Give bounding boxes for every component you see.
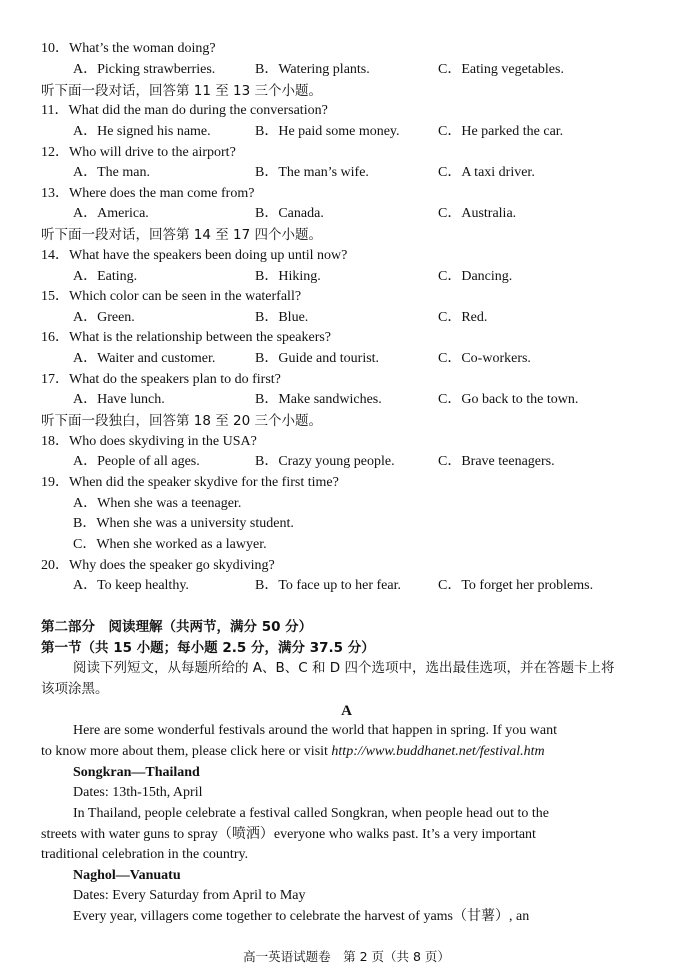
option-b: B．When she was a university student. [73,516,294,531]
option-a: A．People of all ages. [73,454,200,469]
option-a: A．America. [73,206,149,221]
festival1-text-line1: In Thailand, people celebrate a festival called Songkran, when people head out to the [73,806,549,821]
question-12: 12．Who will drive to the airport? [41,145,236,160]
festival1-text-line3: traditional celebration in the country. [41,847,249,862]
festival2-text-line1: Every year, villagers come together to celebrate the harvest of yams（甘薯）, an [73,909,530,924]
option-b: B．To face up to her fear. [255,578,401,593]
option-c: C．When she worked as a lawyer. [73,537,267,552]
option-b: B．Blue. [255,310,309,325]
question-19: 19．When did the speaker skydive for the first time? [41,475,339,490]
option-c: C．Red. [438,310,488,325]
question-15: 15．Which color can be seen in the waterfall? [41,289,302,304]
option-b: B．Watering plants. [255,62,370,77]
option-b: B．The man’s wife. [255,165,369,180]
festival-url-link[interactable]: http://www.buddhanet.net/festival.htm [331,744,545,759]
festival1-dates: Dates: 13th-15th, April [73,785,203,800]
option-a: A．The man. [73,165,150,180]
option-c: C．Australia. [438,206,517,221]
instruction-11-13: 听下面一段对话，回答第 11 至 13 三个小题。 [41,83,323,99]
passage-intro-line1: Here are some wonderful festivals around the world that happen in spring. If you want [73,723,558,738]
question-20: 20．Why does the speaker go skydiving? [41,558,275,573]
festival1-title: Songkran—Thailand [73,765,200,780]
question-18: 18．Who does skydiving in the USA? [41,434,257,449]
option-c: C．A taxi driver. [438,165,535,180]
option-c: C．Dancing. [438,269,513,284]
option-c: C．To forget her problems. [438,578,594,593]
option-a: A．Green. [73,310,135,325]
festival2-dates: Dates: Every Saturday from April to May [73,888,306,903]
option-b: B．Hiking. [255,269,321,284]
passage-letter: A [341,703,352,719]
option-a: A．Have lunch. [73,392,165,407]
reading-instruction-line1: 阅读下列短文，从每题所给的 A、B、C 和 D 四个选项中，选出最佳选项，并在答题卡上将 [73,660,615,676]
option-a: A．Waiter and customer. [73,351,216,366]
part2-heading: 第二部分 阅读理解（共两节，满分 50 分） [41,619,313,635]
option-c: C．He parked the car. [438,124,564,139]
festival2-title: Naghol—Vanuatu [73,868,181,883]
instruction-18-20: 听下面一段独白，回答第 18 至 20 三个小题。 [41,413,323,429]
question-16: 16．What is the relationship between the speakers? [41,330,332,345]
option-c: C．Brave teenagers. [438,454,555,469]
instruction-14-17: 听下面一段对话，回答第 14 至 17 四个小题。 [41,227,323,243]
question-13: 13．Where does the man come from? [41,186,255,201]
option-a: A．To keep healthy. [73,578,189,593]
section1-heading: 第一节（共 15 小题；每小题 2.5 分，满分 37.5 分） [41,640,375,656]
festival1-text-line2: streets with water guns to spray（喷洒）everyone who walks past. It’s a very important [41,827,536,842]
option-a: A．Picking strawberries. [73,62,216,77]
option-b: B．Make sandwiches. [255,392,382,407]
option-b: B．Crazy young people. [255,454,395,469]
option-a: A．Eating. [73,269,138,284]
option-a: A．He signed his name. [73,124,211,139]
option-c: C．Co-workers. [438,351,531,366]
option-b: B．Canada. [255,206,324,221]
reading-instruction-line2: 该项涂黑。 [41,681,109,697]
question-17: 17．What do the speakers plan to do first? [41,372,281,387]
question-10: 10．What’s the woman doing? [41,41,216,56]
option-c: C．Eating vegetables. [438,62,564,77]
intro-text: to know more about them, please click here or visit [41,744,332,759]
option-b: B．Guide and tourist. [255,351,380,366]
question-14: 14．What have the speakers been doing up until now? [41,248,348,263]
option-c: C．Go back to the town. [438,392,579,407]
passage-intro-line2 [41,743,545,761]
option-b: B．He paid some money. [255,124,400,139]
option-a: A．When she was a teenager. [73,496,242,511]
question-11: 11．What did the man do during the conversation? [41,103,328,118]
page-footer: 高一英语试题卷 第 2 页（共 8 页） [243,949,450,964]
